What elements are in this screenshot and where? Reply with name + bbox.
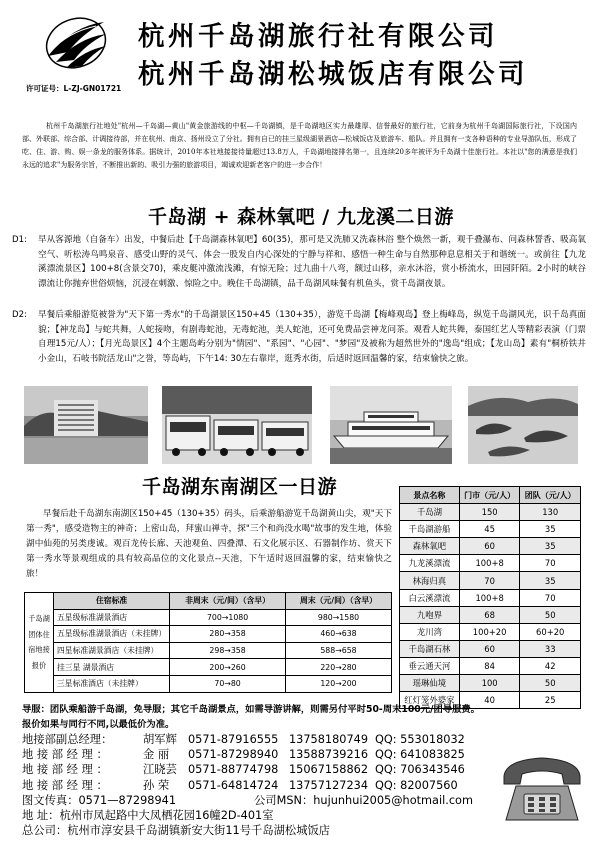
col-hotel-standard: 住宿标准 [54, 593, 170, 610]
table-row [25, 609, 392, 626]
weekday-price: 700→1080 [170, 609, 286, 626]
retail-price: 40 [459, 692, 520, 709]
contact-qq: QQ: 82007560 [375, 778, 458, 792]
attraction-name: 林海归真 [400, 572, 460, 589]
contact-name: 胡军辉 [143, 733, 177, 746]
coaches-photo [162, 386, 312, 464]
fax-number: 图文传真：0571—87298941 [22, 793, 177, 807]
table-row [400, 504, 581, 521]
company-logo [42, 12, 110, 74]
hotel-price-table [24, 592, 392, 693]
contact-qq: QQ: 641083825 [375, 748, 465, 762]
telephone-icon [498, 742, 586, 826]
col-retail-price: 门市（元/人） [459, 487, 520, 504]
col-attraction: 景点名称 [400, 487, 460, 504]
address-row [22, 808, 502, 823]
company-msn[interactable]: 公司MSN：hujunhui2005@hotmail.com [254, 793, 473, 807]
head-office-address: 总公司：杭州市淳安县千岛湖镇新安大街11号千岛湖松城饭店 [22, 824, 331, 838]
contact-mobile[interactable]: 13588739216 [289, 748, 369, 762]
fax-msn-row [22, 793, 502, 808]
retail-price: 100+20 [459, 623, 520, 640]
company-intro: 杭州千岛湖旅行社地处"杭州—千岛湖—黄山"黄金旅游线的中枢—千岛湖镇，是千岛湖地区实力最雄厚、信誉最好的旅行社，它前身为杭州千岛湖国际旅行社，下设国内部、外联部、综合部、计调接待部，并在杭州、南京、扬州设立了分社。拥有自已的挂三星级湖景酒店—松城饭店及旅游车、船队。并且拥有一支各种语种的专业导游队伍，形成了吃、住、游、购、娱一条龙的服务体系。据统计，2010年本社地接接待量超过13.8万人，千岛湖地接排名第一，且连续20多年被评为千岛湖十佳旅行社。本社以"您的满意是我们永远的追求"为服务宗旨，不断推出新的、吸引力强的旅游项目，竭诚欢迎新老客户的进一步合作！ [22, 122, 577, 169]
lowest-price-note: 报价如果与同行不同,以最低价为准。 [22, 718, 175, 730]
table-row [25, 675, 392, 692]
hotel-table-side-label: 千岛湖团体住宿地接报价 [25, 593, 54, 693]
contact-qq: QQ: 553018032 [375, 733, 465, 746]
contact-row [22, 762, 502, 777]
attraction-name: 瑶琳仙境 [400, 675, 460, 692]
table-row [400, 572, 581, 589]
retail-price: 70 [459, 572, 520, 589]
contact-qq: QQ: 706343546 [375, 763, 465, 777]
contact-row [22, 732, 502, 747]
contact-row [22, 778, 502, 793]
weekend-price: 460→638 [286, 626, 392, 643]
lake-islands-photo [468, 386, 578, 464]
retail-price: 100+8 [459, 589, 520, 606]
contact-mobile[interactable]: 13757127234 [289, 778, 369, 792]
contact-phone[interactable]: 0571-87916555 [188, 733, 279, 746]
table-row [400, 675, 581, 692]
col-weekend-price: 周末（元/间）（含早） [286, 593, 392, 610]
group-price: 33 [520, 640, 581, 657]
photo-strip [24, 386, 578, 464]
group-price: 70 [520, 589, 581, 606]
contact-phone[interactable]: 0571-87298940 [188, 748, 279, 762]
attraction-name: 九咆界 [400, 606, 460, 623]
hotel-standard: 挂三星 湖景酒店 [54, 659, 170, 676]
contact-phone[interactable]: 0571-64814724 [188, 778, 279, 792]
license-number: 许可证号：L-ZJ-GN01721 [26, 84, 122, 93]
table-row [400, 555, 581, 572]
weekend-price: 120→200 [286, 675, 392, 692]
day1-text: 早从客源地（自备车）出发，中餐后赴【千岛湖森林氧吧】60(35)，那可是又洗肺又洗森林浴 整个焕然一新，观千叠瀑布、问森林誓香、吸高氧空气、听松涛鸟鸣泉音、感受山野的灵气、体会一股发自内心深处的宁静与祥和、感悟一种生命与自然那种息息相关于和谐统一。或前往【九龙溪漂流景区】100+8(含景交70)，乘皮艇冲激流浅滩，有惊无险；过九曲十八弯，额过山移，亲水沐浴，赏小桥流水，田园阡陌。2小时的峡谷漂流让你抛弃世俗烦恼，沉浸在刺激、惊险之中。晚住千岛湖镇，品千岛湖风味餐有机鱼头，赏千岛湖夜景。 [38, 235, 586, 289]
table-row [25, 659, 392, 676]
table-row [400, 623, 581, 640]
attraction-name: 白云溪漂流 [400, 589, 460, 606]
contact-name: 江晓芸 [143, 763, 177, 777]
contact-phone[interactable]: 0571-88774798 [188, 763, 279, 777]
retail-price: 60 [459, 538, 520, 555]
table-row [400, 538, 581, 555]
group-price: 50 [520, 675, 581, 692]
tour1-day1 [12, 233, 586, 291]
attraction-name: 千岛湖石林 [400, 640, 460, 657]
header [0, 0, 595, 100]
weekend-price: 980→1580 [286, 609, 392, 626]
group-price: 35 [520, 538, 581, 555]
attraction-name: 森林氧吧 [400, 538, 460, 555]
hotel-standard: 三星标准酒店（未挂牌） [54, 675, 170, 692]
weekend-price: 220→280 [286, 659, 392, 676]
hotel-table-header [25, 593, 392, 610]
company-title-hotel: 杭州千岛湖松城饭店有限公司 [138, 59, 528, 90]
weekend-price: 588→658 [286, 642, 392, 659]
tour1-title: 千岛湖 + 森林氧吧 / 九龙溪二日游 [148, 206, 454, 228]
table-row [400, 606, 581, 623]
attraction-name: 龙川湾 [400, 623, 460, 640]
cruise-ship-photo [330, 386, 452, 464]
contact-row [22, 747, 502, 762]
table-row [400, 640, 581, 657]
contact-role: 地 接 部 经 理 ： [22, 748, 108, 762]
hotel-standard: 五星级标准湖景酒店（未挂牌） [54, 626, 170, 643]
notes [22, 703, 592, 732]
table-row [400, 657, 581, 674]
contact-mobile[interactable]: 13758180749 [289, 733, 369, 746]
tour2-text: 早餐后赴千岛湖东南湖区150+45（130+35）码头，后乘游船游览千岛湖黄山尖，观"天下第一秀"，感受造物主的神奇；上密山岛，拜蜜山禅寺，探"三个和尚没水喝"故事的发生地，体验湖中仙苑的另类虔诚。观百龙传长廊、天池观鱼、四叠潭、石文化展示区、石器制作坊、赏天下第一秀水等景观组成的具有较高品位的文化景点--天池，下午适时返回温馨的家，结束愉快之旅！ [26, 509, 392, 579]
retail-price: 100+8 [459, 555, 520, 572]
office-address: 地 址：杭州市凤起路中大凤栖花园16幢2D-401室 [22, 808, 274, 822]
group-price: 42 [520, 657, 581, 674]
company-title-travel: 杭州千岛湖旅行社有限公司 [138, 21, 498, 52]
attraction-price-table [399, 486, 581, 709]
attraction-name: 九龙溪漂流 [400, 555, 460, 572]
col-weekday-price: 非周末（元/间）（含早） [170, 593, 286, 610]
contact-role: 地 接 部 经 理 ： [22, 778, 108, 792]
weekday-price: 298→358 [170, 642, 286, 659]
group-price: 35 [520, 572, 581, 589]
contact-name: 孙 荣 [143, 778, 170, 792]
tour1-day2 [12, 308, 586, 366]
price-table-header [400, 487, 581, 504]
contact-list [22, 732, 502, 838]
group-price: 70 [520, 555, 581, 572]
group-price: 35 [520, 521, 581, 538]
group-price: 130 [520, 504, 581, 521]
table-row [25, 642, 392, 659]
table-row [400, 589, 581, 606]
hotel-photo [24, 386, 148, 464]
contact-role: 地 接 部 经 理 ： [22, 763, 108, 777]
table-row [25, 626, 392, 643]
group-price: 25 [520, 692, 581, 709]
hotel-standard: 五星级标准湖景酒店 [54, 609, 170, 626]
col-group-price: 团队（元/人） [520, 487, 581, 504]
weekday-price: 280→358 [170, 626, 286, 643]
weekday-price: 200→260 [170, 659, 286, 676]
retail-price: 68 [459, 606, 520, 623]
attraction-name: 千岛湖游船 [400, 521, 460, 538]
contact-role: 地接部副总经理： [22, 733, 113, 746]
guide-fee-note: 导服：团队乘船游千岛湖，免导服；其它千岛湖景点，如需导游讲解，则需另付平时50-周末100元/团导服费。 [22, 704, 480, 715]
retail-price: 84 [459, 657, 520, 674]
contact-mobile[interactable]: 15067158862 [289, 763, 369, 777]
weekday-price: 70→80 [170, 675, 286, 692]
table-row [400, 521, 581, 538]
day2-label: D2: [12, 310, 27, 320]
head-office-row [22, 823, 502, 838]
contact-name: 金 丽 [143, 748, 170, 762]
group-price: 50 [520, 606, 581, 623]
retail-price: 45 [459, 521, 520, 538]
retail-price: 100 [459, 675, 520, 692]
retail-price: 150 [459, 504, 520, 521]
attraction-name: 千岛湖 [400, 504, 460, 521]
day2-text: 早餐后乘船游览被誉为"天下第一秀水"的千岛湖景区150+45（130+35），游览千岛湖【梅峰观岛】登上梅峰岛，纵览千岛湖风光，识千岛真面貌；【神龙岛】与蛇共舞，人蛇接吻，有剧毒蛇池，无毒蛇池，美人蛇池，还可免费品尝神龙问茶。观看人蛇共舞，泰国红艺人等精彩表演（门票自理15元/人）；【月光岛景区】4个主题岛屿分别为"情园"、"系园"、"心园"、"梦园"及被称为超然世外的"逸岛"组成；【龙山岛】素有"桐桥铁井小金山，石岐书院活龙山"之誉，等岛屿，下午14: 30左右靠岸，逛秀水街，后适时返回温馨的家，结束愉快之旅。 [38, 310, 586, 364]
attraction-name: 红灯笼外婆家 [400, 692, 460, 709]
day1-label: D1: [12, 235, 27, 245]
tour2-title: 千岛湖东南湖区一日游 [142, 476, 338, 498]
retail-price: 60 [459, 640, 520, 657]
attraction-name: 垂云通天河 [400, 657, 460, 674]
group-price: 60+20 [520, 623, 581, 640]
hotel-standard: 四星标准湖景酒店（未挂牌） [54, 642, 170, 659]
